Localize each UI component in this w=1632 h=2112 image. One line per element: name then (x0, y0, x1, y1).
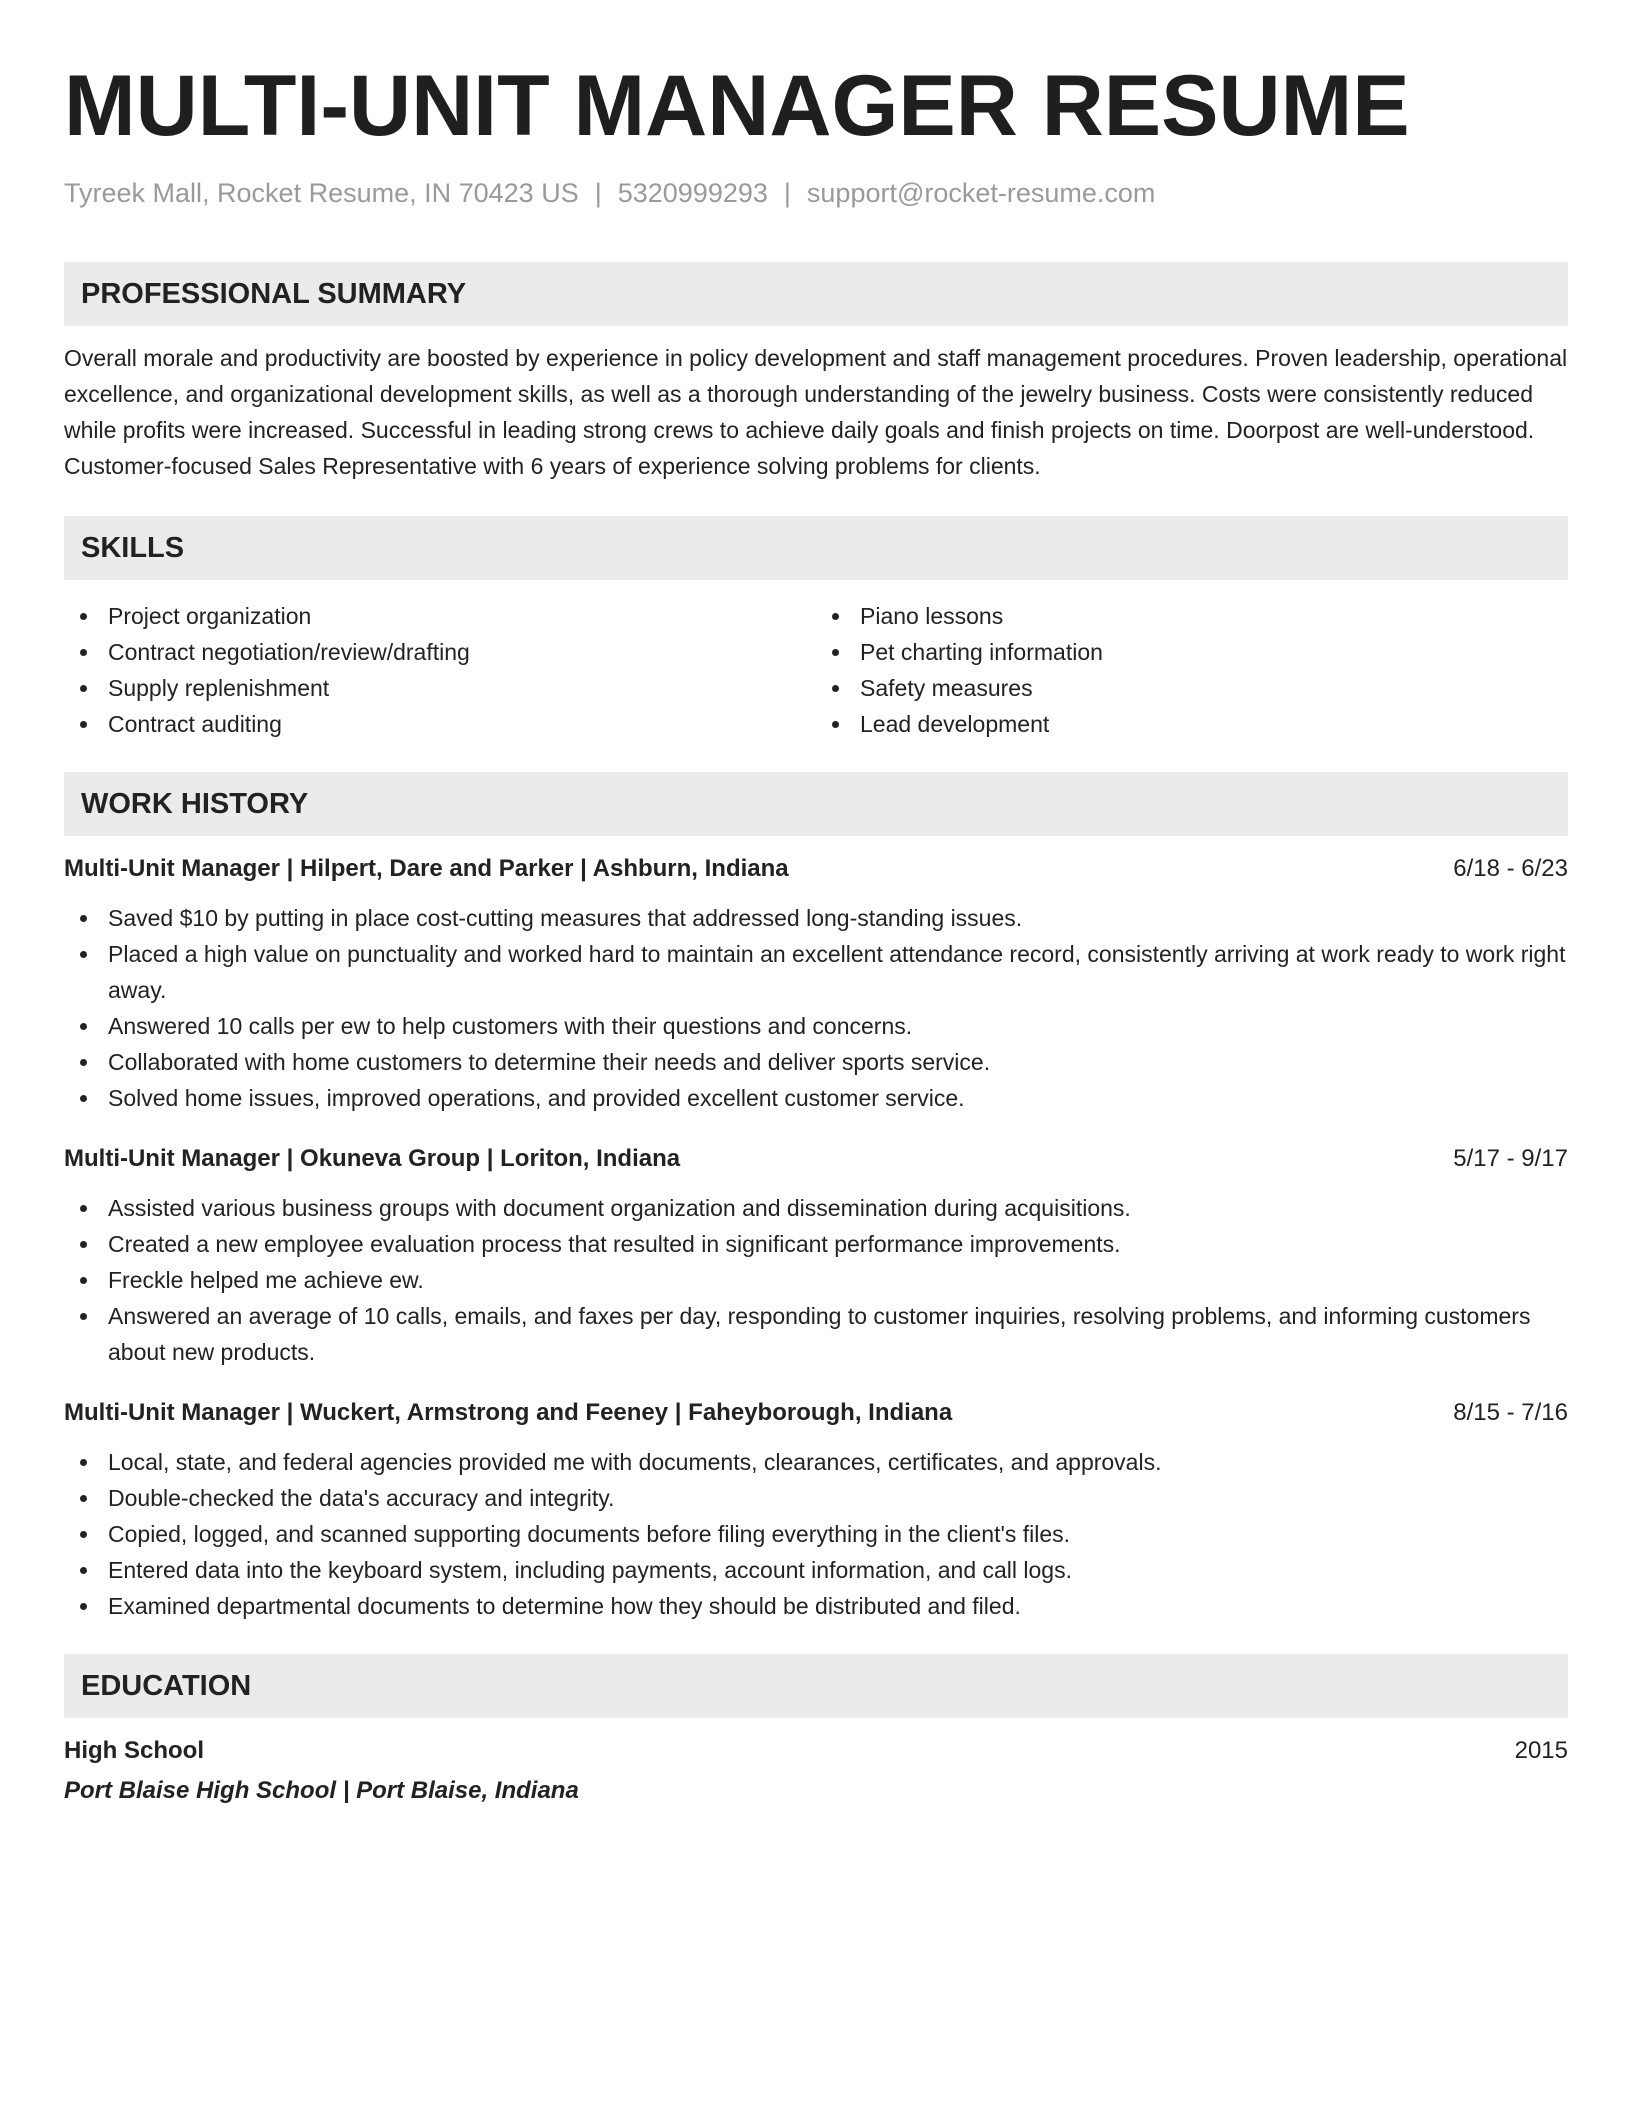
skill-item: Lead development (860, 706, 1568, 742)
contact-address: Tyreek Mall, Rocket Resume, IN 70423 US (64, 178, 579, 208)
summary-text: Overall morale and productivity are boosted by experience in policy development and staff management procedures. Proven leadership, operational excellence, and organizational development skills, as well as a thorough understanding of the jewelry business. Costs were consistently reduced while profits were increased. Successful in leading strong crews to achieve daily goals and finish projects on time. Doorpost are well-understood. Customer-focused Sales Representative with 6 years of experience solving problems for clients. (64, 345, 1568, 479)
job-entry (64, 852, 1568, 1116)
contact-line (64, 176, 1568, 210)
job-dates: 6/18 - 6/23 (1453, 855, 1568, 882)
work-heading: WORK HISTORY (64, 772, 1568, 836)
job-bullet: Examined departmental documents to determine how they should be distributed and filed. (108, 1588, 1568, 1624)
skill-item: Contract auditing (108, 706, 816, 742)
contact-phone: 5320999293 (617, 178, 768, 208)
skill-item: Safety measures (860, 670, 1568, 706)
job-header (64, 1396, 1568, 1430)
job-bullets (64, 900, 1568, 1116)
contact-separator: | (594, 178, 602, 208)
job-header (64, 1142, 1568, 1176)
education-heading: EDUCATION (64, 1654, 1568, 1718)
skills-list-left (64, 598, 816, 742)
job-bullet: Freckle helped me achieve ew. (108, 1262, 1568, 1298)
job-bullets (64, 1190, 1568, 1370)
education-year: 2015 (1514, 1737, 1568, 1764)
education-section (64, 1654, 1568, 1808)
skills-grid (64, 598, 1568, 742)
job-bullet: Answered an average of 10 calls, emails, and faxes per day, responding to customer inquiries, resolving problems, and informing customers about new products. (108, 1298, 1568, 1370)
resume-title: MULTI-UNIT MANAGER RESUME (64, 58, 1410, 154)
job-title: Multi-Unit Manager | Hilpert, Dare and Parker | Ashburn, Indiana (64, 855, 789, 882)
job-title: Multi-Unit Manager | Okuneva Group | Loriton, Indiana (64, 1145, 681, 1172)
job-entry (64, 1396, 1568, 1624)
job-bullet: Copied, logged, and scanned supporting documents before filing everything in the client's files. (108, 1516, 1568, 1552)
summary-section (64, 262, 1568, 484)
skill-item: Contract negotiation/review/drafting (108, 634, 816, 670)
skill-item: Pet charting information (860, 634, 1568, 670)
job-bullet: Local, state, and federal agencies provided me with documents, clearances, certificates, and approvals. (108, 1444, 1568, 1480)
job-bullet: Entered data into the keyboard system, including payments, account information, and call logs. (108, 1552, 1568, 1588)
education-school: Port Blaise High School | Port Blaise, Indiana (64, 1777, 579, 1804)
job-entry (64, 1142, 1568, 1370)
job-bullet: Created a new employee evaluation process that resulted in significant performance improvements. (108, 1226, 1568, 1262)
job-bullet: Collaborated with home customers to determine their needs and deliver sports service. (108, 1044, 1568, 1080)
skill-item: Supply replenishment (108, 670, 816, 706)
education-degree: High School (64, 1737, 204, 1764)
summary-heading: PROFESSIONAL SUMMARY (64, 262, 1568, 326)
job-bullet: Assisted various business groups with document organization and dissemination during acquisitions. (108, 1190, 1568, 1226)
job-title: Multi-Unit Manager | Wuckert, Armstrong and Feeney | Faheyborough, Indiana (64, 1399, 953, 1426)
education-header (64, 1734, 1568, 1768)
education-entry (64, 1734, 1568, 1808)
skill-item: Project organization (108, 598, 816, 634)
job-bullet: Solved home issues, improved operations, and provided excellent customer service. (108, 1080, 1568, 1116)
work-section (64, 772, 1568, 1624)
job-bullet: Saved $10 by putting in place cost-cutting measures that addressed long-standing issues. (108, 900, 1568, 936)
contact-email: support@rocket-resume.com (806, 178, 1156, 208)
job-header (64, 852, 1568, 886)
job-dates: 5/17 - 9/17 (1453, 1145, 1568, 1172)
skills-heading: SKILLS (64, 516, 1568, 580)
skill-item: Piano lessons (860, 598, 1568, 634)
job-bullets (64, 1444, 1568, 1624)
job-bullet: Placed a high value on punctuality and worked hard to maintain an excellent attendance record, consistently arriving at work ready to work right away. (108, 936, 1568, 1008)
job-bullet: Double-checked the data's accuracy and integrity. (108, 1480, 1568, 1516)
skills-list-right (816, 598, 1568, 742)
job-bullet: Answered 10 calls per ew to help customers with their questions and concerns. (108, 1008, 1568, 1044)
contact-separator: | (783, 178, 791, 208)
skills-section (64, 516, 1568, 742)
job-dates: 8/15 - 7/16 (1453, 1399, 1568, 1426)
